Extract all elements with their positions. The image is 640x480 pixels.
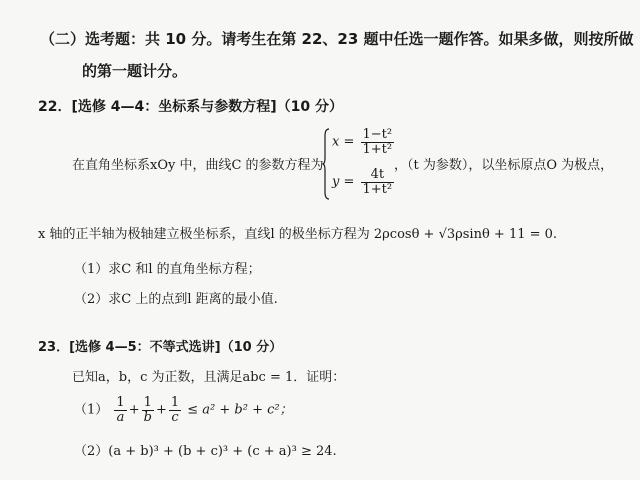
eq-x-lhs: x = <box>332 134 355 150</box>
section-header-line2: 的第一题计分。 <box>82 62 188 80</box>
q22-stem-line2: x 轴的正半轴为极轴建立极坐标系，直线l 的极坐标方程为 2ρcosθ + √3ρsinθ + 11 = 0. <box>38 227 558 242</box>
q22-title: 22．[选修 4—4：坐标系与参数方程]（10 分） <box>38 99 343 115</box>
q23-title: 23．[选修 4—5：不等式选讲]（10 分） <box>38 340 283 355</box>
q23-part1-label: （1） <box>74 402 109 418</box>
q23-part1 <box>74 396 293 424</box>
q23-part1-rhs: ≤ a² + b² + c²； <box>187 402 293 418</box>
eq-y-den: 1+t² <box>362 181 393 197</box>
eq-x-num: 1−t² <box>362 127 393 142</box>
q22-part2: （2）求C 上的点到l 距离的最小值. <box>74 292 278 307</box>
eq-y-frac <box>361 168 395 196</box>
frac-1-over-a <box>114 396 126 424</box>
frac-den: c <box>171 409 179 425</box>
q22-eq-y <box>332 168 396 196</box>
eq-x-frac <box>361 128 395 156</box>
q22-eq-x <box>332 128 396 156</box>
eq-y-num: 4t <box>361 168 395 183</box>
plus-sign: + <box>155 402 167 418</box>
q22-stem-before: 在直角坐标系xOy 中，曲线C 的参数方程为 <box>72 158 324 173</box>
frac-den: b <box>143 409 152 425</box>
q22-part1: （1）求C 和l 的直角坐标方程； <box>74 262 261 277</box>
frac-1-over-b <box>142 396 154 424</box>
plus-sign: + <box>128 402 140 418</box>
frac-1-over-c <box>169 396 181 424</box>
q23-part2: （2）(a + b)³ + (b + c)³ + (c + a)³ ≥ 24. <box>74 444 337 459</box>
frac-num: 1 <box>116 395 125 410</box>
eq-x-den: 1+t² <box>362 141 393 157</box>
section-header-line1: （二）选考题：共 10 分。请考生在第 22、23 题中任选一题作答。如果多做，则按所做 <box>40 30 634 48</box>
frac-num: 1 <box>142 396 154 411</box>
frac-num: 1 <box>170 395 180 410</box>
frac-den: a <box>116 409 125 425</box>
eq-y-lhs: y = <box>332 174 355 190</box>
left-brace-icon <box>322 128 330 200</box>
q23-stem: 已知a，b，c 为正数，且满足abc = 1．证明： <box>72 370 346 385</box>
q22-param-note: ，（t 为参数），以坐标原点O 为极点， <box>394 158 614 173</box>
